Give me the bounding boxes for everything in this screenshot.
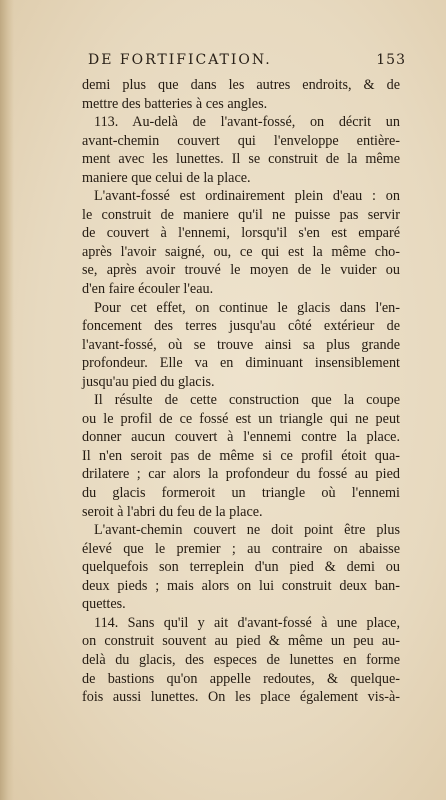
text-line: L'avant-chemin couvert ne doit point être plus (94, 522, 400, 539)
text-line: drilatere ; car alors la profondeur du fossé au pied (82, 466, 400, 483)
text-line: maniere que celui de la place. (82, 169, 251, 186)
text-line: quettes. (82, 596, 126, 613)
running-header (88, 52, 406, 72)
text-line: demi plus que dans les autres endroits, & de (82, 77, 400, 93)
text-line: Il résulte de cette construction que la coupe (94, 392, 400, 409)
text-line: quelquefois son terreplein d'un pied & demi ou (82, 559, 400, 576)
text-line: 114. Sans qu'il y ait d'avant-fossé à une place, (94, 614, 400, 631)
text-line: seroit à l'abri du feu de la place. (82, 503, 263, 520)
body-text (82, 76, 400, 707)
text-line: mettre des batteries à ces angles. (82, 95, 268, 112)
text-line: élevé que le premier ; au contraire on abaisse (82, 540, 400, 557)
text-line: ou le profil de ce fossé est un triangle qui ne peut (82, 410, 400, 427)
text-line: donner aucun couvert à l'ennemi contre la place. (82, 429, 400, 446)
text-line: Pour cet effet, on continue le glacis dans l'en- (94, 299, 400, 316)
text-line: profondeur. Elle va en diminuant insensiblement (82, 355, 400, 372)
page-gutter-shadow (0, 0, 14, 800)
text-line: delà du glacis, des especes de lunettes en forme (82, 651, 400, 668)
text-line: de couvert à l'ennemi, lorsqu'il s'en est emparé (82, 225, 400, 242)
text-line: deux pieds ; mais alors on lui construit deux ban- (82, 577, 400, 594)
text-line: le construit de maniere qu'il ne puisse pas servir (82, 206, 400, 223)
text-line: L'avant-fossé est ordinairement plein d'eau : on (94, 188, 400, 205)
page-number: 153 (376, 52, 406, 68)
text-line: ment avec les lunettes. Il se construit de la même (82, 151, 400, 168)
text-line: fois aussi lunettes. On les place également vis-à- (82, 689, 400, 706)
text-line: on construit souvent au pied & même un peu au- (82, 633, 400, 650)
text-line: 113. Au-delà de l'avant-fossé, on décrit un (94, 114, 400, 131)
text-line: foncement des terres jusqu'au côté extérieur de (82, 318, 400, 335)
text-line: l'avant-fossé, où se trouve ainsi sa plus grande (82, 336, 400, 353)
text-line: après l'avoir saigné, ou, ce qui est la même cho- (82, 243, 400, 260)
text-line: du glacis formeroit un triangle où l'ennemi (82, 485, 400, 502)
text-line: d'en faire écouler l'eau. (82, 281, 214, 298)
text-line: jusqu'au pied du glacis. (82, 373, 215, 390)
text-line: se, après avoir trouvé le moyen de le vuider ou (82, 262, 400, 279)
running-title: DE FORTIFICATION. (88, 52, 272, 68)
text-line: de bastions qu'on appelle redoutes, & quelque- (82, 670, 400, 687)
text-line: Il n'en seroit pas de même si ce profil étoit qua- (82, 447, 400, 464)
text-line: avant-chemin couvert qui l'enveloppe entière- (82, 132, 400, 149)
